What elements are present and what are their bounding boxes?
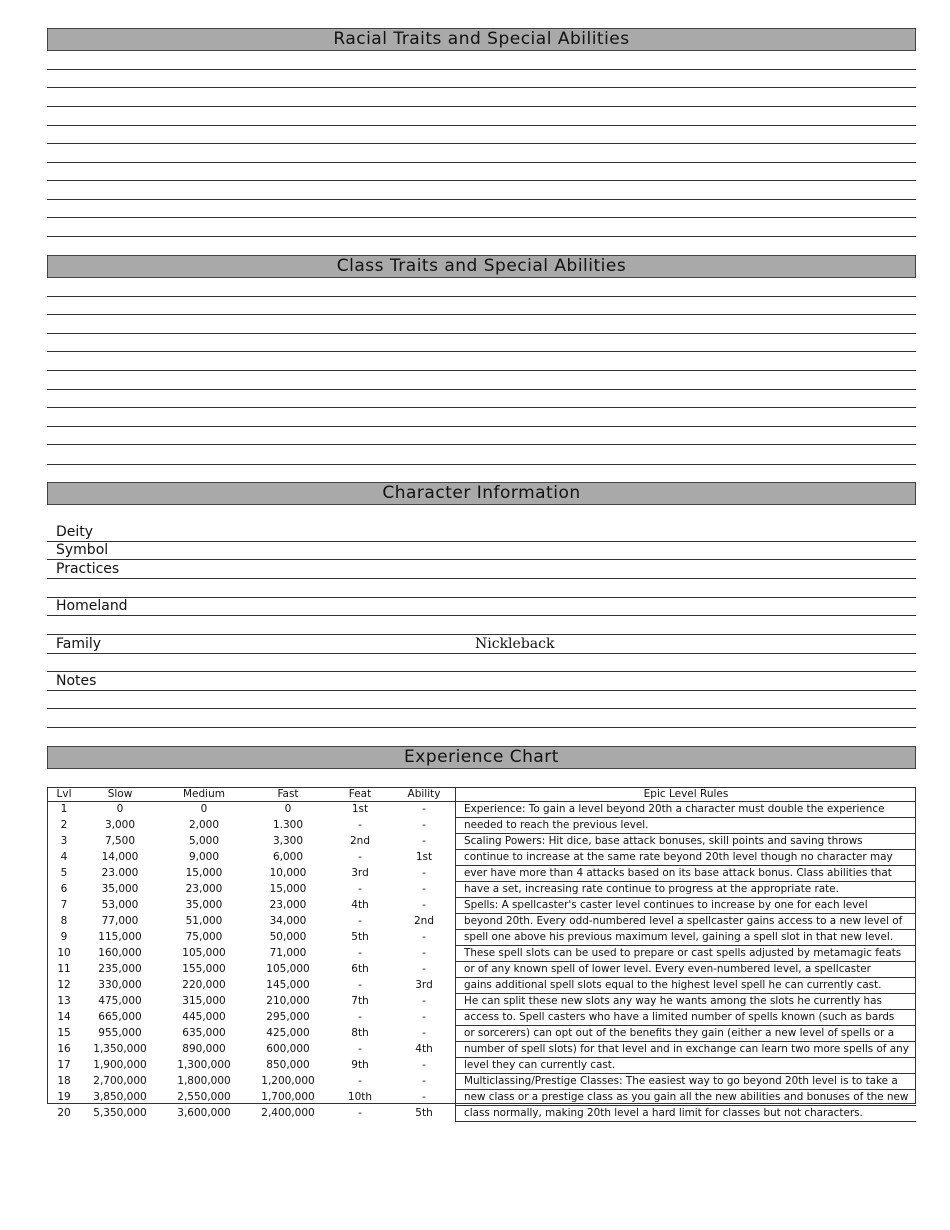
table-row bbox=[47, 1010, 916, 1026]
cell-lvl: 1 bbox=[60, 803, 68, 816]
cell-fast: 71,000 bbox=[269, 947, 307, 959]
cell-lvl: 7 bbox=[60, 899, 68, 911]
cell-ability: 4th bbox=[415, 1043, 433, 1055]
cell-epic: These spell slots can be used to prepare or cast spells adjusted by metamagic feats bbox=[456, 946, 917, 962]
cell-feat: - bbox=[358, 1107, 362, 1119]
family-value[interactable]: Nickleback bbox=[475, 636, 555, 652]
cell-ability: - bbox=[422, 883, 426, 895]
cell-ability: - bbox=[422, 1075, 426, 1087]
writing-line bbox=[47, 199, 916, 200]
writing-line bbox=[47, 69, 916, 70]
cell-medium: 890,000 bbox=[182, 1043, 226, 1055]
cell-slow: 7,500 bbox=[104, 835, 136, 847]
cell-epic: continue to increase at the same rate beyond 20th level though no character may bbox=[456, 850, 917, 866]
cell-lvl: 16 bbox=[57, 1043, 71, 1055]
cell-lvl: 15 bbox=[57, 1027, 71, 1039]
cell-fast: 0 bbox=[284, 803, 292, 816]
cell-fast: 425,000 bbox=[266, 1027, 310, 1039]
cell-feat: 6th bbox=[351, 963, 369, 975]
notes-label: Notes bbox=[56, 673, 97, 689]
col-header-epic: Epic Level Rules bbox=[456, 787, 917, 802]
cell-fast: 2,400,000 bbox=[261, 1107, 315, 1119]
cell-feat: 3rd bbox=[351, 867, 369, 879]
cell-lvl: 13 bbox=[57, 995, 71, 1007]
table-row bbox=[47, 834, 916, 850]
writing-line bbox=[47, 314, 916, 315]
cell-feat: 2nd bbox=[349, 835, 370, 847]
table-row bbox=[47, 946, 916, 962]
notes-line-3[interactable] bbox=[47, 727, 916, 728]
cell-epic: class normally, making 20th level a hard limit for classes but not characters. bbox=[456, 1106, 917, 1122]
cell-epic: number of spell slots) for that level and in exchange can learn two more spells of any bbox=[456, 1042, 917, 1058]
cell-slow: 475,000 bbox=[98, 995, 142, 1007]
table-row bbox=[47, 1026, 916, 1042]
col-header-slow: Slow bbox=[81, 787, 159, 802]
cell-slow: 955,000 bbox=[98, 1027, 142, 1039]
cell-fast: 34,000 bbox=[269, 915, 307, 927]
cell-ability: 1st bbox=[415, 851, 433, 863]
cell-epic: Scaling Powers: Hit dice, base attack bonuses, skill points and saving throws bbox=[456, 834, 917, 850]
table-row bbox=[47, 1074, 916, 1090]
cell-lvl: 19 bbox=[57, 1091, 71, 1103]
cell-feat: - bbox=[358, 915, 362, 927]
writing-line bbox=[47, 351, 916, 352]
writing-line bbox=[47, 426, 916, 427]
cell-epic: Multiclassing/Prestige Classes: The easiest way to go beyond 20th level is to take a bbox=[456, 1074, 917, 1090]
cell-feat: - bbox=[358, 979, 362, 991]
writing-line bbox=[47, 217, 916, 218]
cell-lvl: 9 bbox=[60, 931, 68, 943]
deity-label: Deity bbox=[56, 524, 94, 540]
table-row bbox=[47, 1042, 916, 1058]
cell-epic: ever have more than 4 attacks based on its base attack bonus. Class abilities that bbox=[456, 866, 917, 882]
family-line[interactable] bbox=[47, 653, 916, 654]
cell-ability: - bbox=[422, 1011, 426, 1023]
racial-traits-header: Racial Traits and Special Abilities bbox=[47, 28, 916, 51]
cell-feat: - bbox=[358, 883, 362, 895]
writing-line bbox=[47, 444, 916, 445]
cell-medium: 9,000 bbox=[188, 851, 220, 863]
homeland-line[interactable] bbox=[47, 615, 916, 616]
col-header-medium: Medium bbox=[159, 787, 249, 802]
symbol-line[interactable] bbox=[47, 559, 916, 560]
cell-feat: - bbox=[358, 851, 362, 863]
cell-ability: - bbox=[422, 819, 426, 831]
cell-slow: 1,900,000 bbox=[93, 1059, 147, 1071]
cell-medium: 445,000 bbox=[182, 1011, 226, 1023]
cell-lvl: 8 bbox=[60, 915, 68, 927]
experience-table-header-row bbox=[47, 787, 916, 802]
table-row bbox=[47, 802, 916, 818]
cell-medium: 0 bbox=[200, 803, 208, 816]
cell-medium: 105,000 bbox=[182, 947, 226, 959]
cell-slow: 23.000 bbox=[101, 867, 139, 879]
cell-feat: - bbox=[358, 819, 362, 831]
cell-feat: 1st bbox=[351, 803, 369, 816]
cell-epic: Experience: To gain a level beyond 20th a character must double the experience bbox=[456, 802, 917, 818]
cell-slow: 14,000 bbox=[101, 851, 139, 863]
cell-fast: 1,200,000 bbox=[261, 1075, 315, 1087]
cell-ability: - bbox=[422, 1059, 426, 1071]
table-row bbox=[47, 850, 916, 866]
cell-ability: - bbox=[422, 963, 426, 975]
cell-medium: 2,000 bbox=[188, 819, 220, 831]
cell-medium: 51,000 bbox=[185, 915, 223, 927]
cell-feat: 10th bbox=[347, 1091, 373, 1103]
cell-medium: 155,000 bbox=[182, 963, 226, 975]
cell-ability: 3rd bbox=[415, 979, 433, 991]
cell-epic: He can split these new slots any way he wants among the slots he currently has bbox=[456, 994, 917, 1010]
cell-fast: 210,000 bbox=[266, 995, 310, 1007]
family-label: Family bbox=[56, 636, 102, 652]
cell-ability: - bbox=[422, 835, 426, 847]
cell-medium: 23,000 bbox=[185, 883, 223, 895]
cell-feat: 9th bbox=[351, 1059, 369, 1071]
cell-ability: - bbox=[422, 931, 426, 943]
cell-fast: 1.300 bbox=[272, 819, 304, 831]
cell-feat: 8th bbox=[351, 1027, 369, 1039]
cell-medium: 15,000 bbox=[185, 867, 223, 879]
writing-line bbox=[47, 389, 916, 390]
symbol-label: Symbol bbox=[56, 542, 109, 558]
cell-epic: new class or a prestige class as you gain all the new abilities and bonuses of the new bbox=[456, 1090, 917, 1106]
cell-medium: 635,000 bbox=[182, 1027, 226, 1039]
experience-chart-header: Experience Chart bbox=[47, 746, 916, 769]
writing-line bbox=[47, 106, 916, 107]
cell-slow: 2,700,000 bbox=[93, 1075, 147, 1087]
cell-lvl: 6 bbox=[60, 883, 68, 895]
cell-ability: - bbox=[422, 899, 426, 911]
cell-feat: - bbox=[358, 1043, 362, 1055]
cell-ability: - bbox=[422, 867, 426, 879]
cell-lvl: 18 bbox=[57, 1075, 71, 1087]
table-row bbox=[47, 882, 916, 898]
cell-fast: 50,000 bbox=[269, 931, 307, 943]
cell-epic: or sorcerers) can opt out of the benefits they gain (either a new level of spells or a bbox=[456, 1026, 917, 1042]
cell-medium: 1,800,000 bbox=[177, 1075, 231, 1087]
homeland-line-2[interactable] bbox=[47, 634, 916, 635]
cell-feat: - bbox=[358, 947, 362, 959]
writing-line bbox=[47, 162, 916, 163]
cell-ability: 5th bbox=[415, 1107, 433, 1119]
cell-fast: 105,000 bbox=[266, 963, 310, 975]
cell-epic: or of any known spell of lower level. Every even-numbered level, a spellcaster bbox=[456, 962, 917, 978]
cell-fast: 145,000 bbox=[266, 979, 310, 991]
cell-medium: 75,000 bbox=[185, 931, 223, 943]
cell-medium: 1,300,000 bbox=[177, 1059, 231, 1071]
cell-fast: 1,700,000 bbox=[261, 1091, 315, 1103]
practices-label: Practices bbox=[56, 561, 120, 577]
cell-fast: 6,000 bbox=[272, 851, 304, 863]
col-header-feat: Feat bbox=[327, 787, 393, 802]
cell-lvl: 3 bbox=[60, 835, 68, 847]
cell-ability: - bbox=[422, 1091, 426, 1103]
cell-fast: 600,000 bbox=[266, 1043, 310, 1055]
cell-epic: spell one above his previous maximum level, gaining a spell slot in that new level. bbox=[456, 930, 917, 946]
character-info-header: Character Information bbox=[47, 482, 916, 505]
writing-line bbox=[47, 125, 916, 126]
cell-medium: 220,000 bbox=[182, 979, 226, 991]
cell-slow: 665,000 bbox=[98, 1011, 142, 1023]
cell-epic: Spells: A spellcaster's caster level continues to increase by one for each level bbox=[456, 898, 917, 914]
cell-slow: 53,000 bbox=[101, 899, 139, 911]
cell-slow: 1,350,000 bbox=[93, 1043, 147, 1055]
cell-medium: 5,000 bbox=[188, 835, 220, 847]
col-header-lvl: Lvl bbox=[47, 787, 81, 802]
cell-feat: 7th bbox=[351, 995, 369, 1007]
cell-slow: 160,000 bbox=[98, 947, 142, 959]
cell-lvl: 10 bbox=[57, 947, 71, 959]
cell-slow: 235,000 bbox=[98, 963, 142, 975]
cell-ability: - bbox=[422, 1027, 426, 1039]
cell-lvl: 11 bbox=[57, 963, 71, 975]
cell-ability: - bbox=[422, 995, 426, 1007]
table-row bbox=[47, 930, 916, 946]
table-row bbox=[47, 914, 916, 930]
writing-line bbox=[47, 296, 916, 297]
cell-lvl: 14 bbox=[57, 1011, 71, 1023]
cell-fast: 850,000 bbox=[266, 1059, 310, 1071]
writing-line bbox=[47, 236, 916, 237]
cell-slow: 77,000 bbox=[101, 915, 139, 927]
cell-fast: 23,000 bbox=[269, 899, 307, 911]
cell-medium: 3,600,000 bbox=[177, 1107, 231, 1119]
table-row bbox=[47, 898, 916, 914]
cell-slow: 5,350,000 bbox=[93, 1107, 147, 1119]
practices-line-2[interactable] bbox=[47, 597, 916, 598]
cell-ability: 2nd bbox=[413, 915, 434, 927]
cell-fast: 3,300 bbox=[272, 835, 304, 847]
cell-medium: 315,000 bbox=[182, 995, 226, 1007]
homeland-label: Homeland bbox=[56, 598, 128, 614]
table-row bbox=[47, 1090, 916, 1106]
table-row bbox=[47, 1058, 916, 1074]
cell-lvl: 20 bbox=[57, 1107, 71, 1119]
cell-slow: 330,000 bbox=[98, 979, 142, 991]
table-row bbox=[47, 994, 916, 1010]
cell-medium: 35,000 bbox=[185, 899, 223, 911]
cell-slow: 3,000 bbox=[104, 819, 136, 831]
cell-epic: gains additional spell slots equal to the highest level spell he can currently cast. bbox=[456, 978, 917, 994]
cell-epic: access to. Spell casters who have a limited number of spells known (such as bards bbox=[456, 1010, 917, 1026]
col-header-fast: Fast bbox=[249, 787, 327, 802]
notes-line[interactable] bbox=[47, 690, 916, 691]
writing-line bbox=[47, 180, 916, 181]
cell-epic: level they can currently cast. bbox=[456, 1058, 917, 1074]
cell-medium: 2,550,000 bbox=[177, 1091, 231, 1103]
cell-lvl: 4 bbox=[60, 851, 68, 863]
writing-line bbox=[47, 370, 916, 371]
writing-line bbox=[47, 407, 916, 408]
table-row bbox=[47, 978, 916, 994]
cell-feat: 4th bbox=[351, 899, 369, 911]
deity-line[interactable] bbox=[47, 541, 916, 542]
cell-slow: 3,850,000 bbox=[93, 1091, 147, 1103]
writing-line bbox=[47, 143, 916, 144]
cell-ability: - bbox=[422, 803, 426, 816]
cell-lvl: 5 bbox=[60, 867, 68, 879]
writing-line bbox=[47, 87, 916, 88]
table-row bbox=[47, 1106, 916, 1122]
writing-line bbox=[47, 333, 916, 334]
family-line-2[interactable] bbox=[47, 671, 916, 672]
table-row bbox=[47, 866, 916, 882]
cell-slow: 115,000 bbox=[98, 931, 142, 943]
experience-table bbox=[47, 787, 916, 1122]
practices-line[interactable] bbox=[47, 578, 916, 579]
cell-fast: 295,000 bbox=[266, 1011, 310, 1023]
cell-ability: - bbox=[422, 947, 426, 959]
cell-slow: 35,000 bbox=[101, 883, 139, 895]
table-row bbox=[47, 818, 916, 834]
cell-feat: - bbox=[358, 1011, 362, 1023]
cell-lvl: 2 bbox=[60, 819, 68, 831]
cell-slow: 0 bbox=[116, 803, 124, 816]
notes-line-2[interactable] bbox=[47, 708, 916, 709]
cell-feat: 5th bbox=[351, 931, 369, 943]
writing-line bbox=[47, 464, 916, 465]
table-row bbox=[47, 962, 916, 978]
cell-epic: have a set, increasing rate continue to progress at the appropriate rate. bbox=[456, 882, 917, 898]
cell-epic: needed to reach the previous level. bbox=[456, 818, 917, 834]
cell-fast: 10,000 bbox=[269, 867, 307, 879]
cell-fast: 15,000 bbox=[269, 883, 307, 895]
cell-feat: - bbox=[358, 1075, 362, 1087]
col-header-ability: Ability bbox=[393, 787, 456, 802]
cell-epic: beyond 20th. Every odd-numbered level a spellcaster gains access to a new level of bbox=[456, 914, 917, 930]
cell-lvl: 17 bbox=[57, 1059, 71, 1071]
cell-lvl: 12 bbox=[57, 979, 71, 991]
class-traits-header: Class Traits and Special Abilities bbox=[47, 255, 916, 278]
